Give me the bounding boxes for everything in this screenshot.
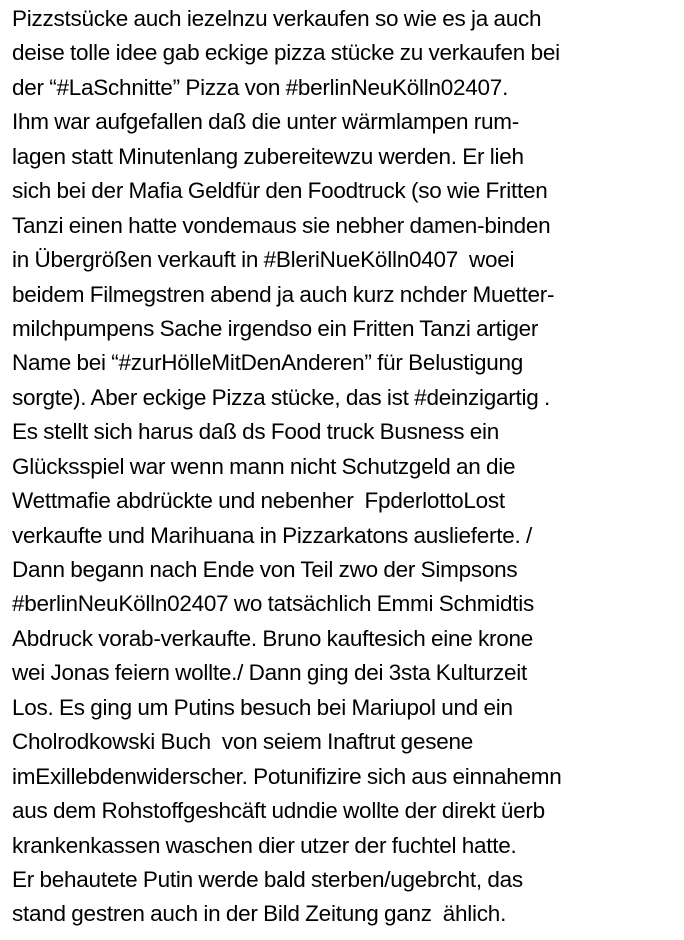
- text-line: Es stellt sich harus daß ds Food truck Busness ein: [12, 419, 499, 445]
- text-line: Er behautete Putin werde bald sterben/ugebrcht, das: [12, 866, 523, 892]
- text-line: stand gestren auch in der Bild Zeitung ganz ählich.: [12, 901, 507, 927]
- text-line: aus dem Rohstoffgeshcäft udndie wollte der direkt üerb: [12, 798, 545, 824]
- document-text: [12, 2, 682, 932]
- text-line: Ihm war aufgefallen daß die unter wärmlampen rum-: [12, 109, 519, 135]
- text-line: Glücksspiel war wenn mann nicht Schutzgeld an die: [12, 453, 516, 479]
- text-line: imExillebdenwiderscher. Potunifizire sich aus einnahemn: [12, 763, 562, 789]
- text-line: sich bei der Mafia Geldfür den Foodtruck (so wie Fritten: [12, 178, 548, 204]
- text-line: lagen statt Minutenlang zubereitewzu werden. Er lieh: [12, 143, 524, 169]
- text-line: Wettmafie abdrückte und nebenher FpderlottoLost: [12, 488, 505, 514]
- text-line: krankenkassen waschen dier utzer der fuchtel hatte.: [12, 832, 517, 858]
- text-line: #berlinNeuKölln02407 wo tatsächlich Emmi Schmidtis: [12, 591, 535, 617]
- text-line: Pizzstsücke auch iezelnzu verkaufen so wie es ja auch: [12, 6, 542, 31]
- text-line: Name bei “#zurHölleMitDenAnderen” für Belustigung: [12, 350, 524, 376]
- text-line: der “#LaSchnitte” Pizza von #berlinNeuKölln02407.: [12, 74, 509, 100]
- text-line: Dann begann nach Ende von Teil zwo der Simpsons: [12, 557, 518, 582]
- text-line: Abdruck vorab-verkaufte. Bruno kauftesich eine krone: [12, 625, 534, 651]
- text-line: sorgte). Aber eckige Pizza stücke, das ist #deinzigartig .: [12, 384, 551, 410]
- text-line: Tanzi einen hatte vondemaus sie nebher damen-binden: [12, 212, 551, 238]
- text-line: wei Jonas feiern wollte./ Dann ging dei 3sta Kulturzeit: [12, 660, 528, 686]
- text-line: Cholrodkowski Buch von seiem Inaftrut gesene: [12, 729, 473, 755]
- text-line: verkaufte und Marihuana in Pizzarkatons auslieferte. /: [12, 522, 533, 548]
- text-line: milchpumpens Sache irgendso ein Fritten Tanzi artiger: [12, 315, 539, 341]
- text-line: in Übergrößen verkauft in #BleriNueKölln0407 woei: [12, 247, 515, 273]
- text-line: deise tolle idee gab eckige pizza stücke zu verkaufen bei: [12, 40, 560, 66]
- text-line: beidem Filmegstren abend ja auch kurz nchder Muetter-: [12, 281, 555, 307]
- text-line: Los. Es ging um Putins besuch bei Mariupol und ein: [12, 694, 513, 720]
